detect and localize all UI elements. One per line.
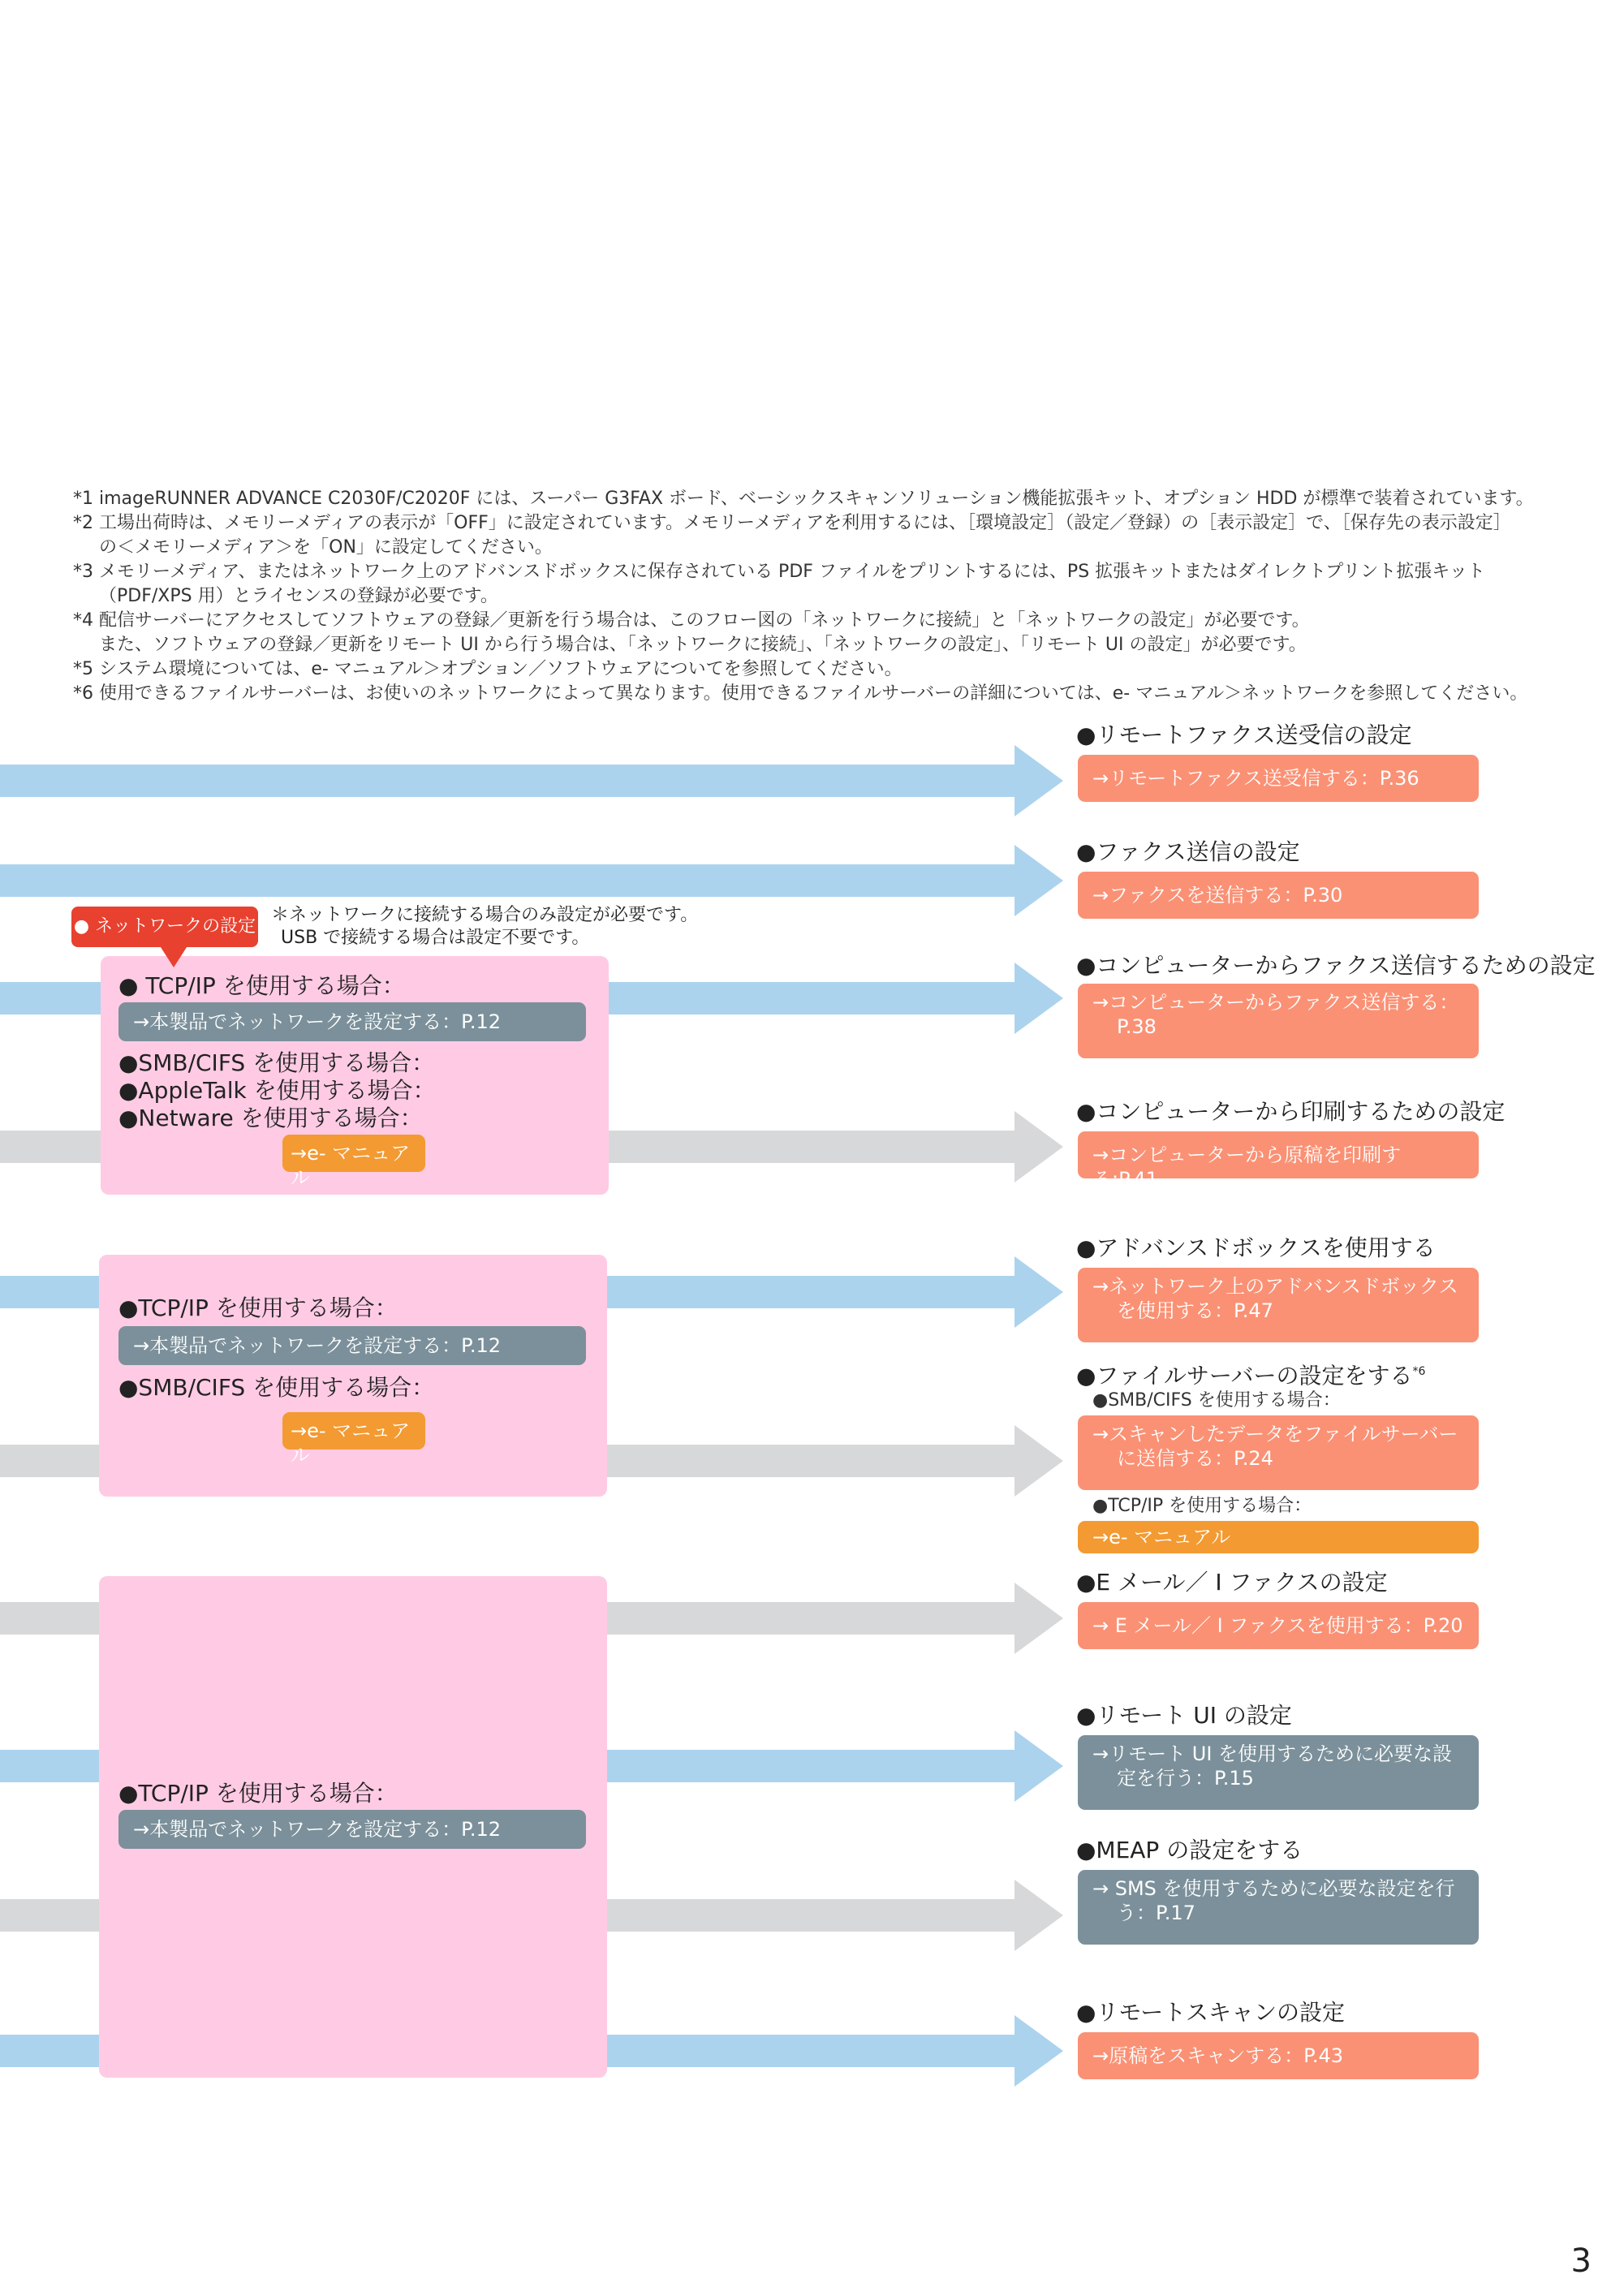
note-2-cont: の＜メモリーメディア＞を「ON」に設定してください。 (99, 537, 553, 558)
pc-print-heading: ●コンピューターから印刷するための設定 (1076, 1098, 1506, 1125)
meap-heading: ●MEAP の設定をする (1076, 1837, 1303, 1863)
fileserver-link[interactable] (1078, 1415, 1479, 1490)
box1-tcp-heading: ● TCP/IP を使用する場合： (118, 972, 405, 999)
meap-link[interactable] (1078, 1870, 1479, 1945)
box1-netware-heading: ●Netware を使用する場合： (118, 1105, 423, 1131)
pc-fax-link-line-2: P.38 (1117, 1015, 1157, 1038)
advbox-link-line-1: →ネットワーク上のアドバンスドボックス (1092, 1275, 1458, 1298)
fileserver-smb-subhead: ●SMB/CIFS を使用する場合： (1092, 1390, 1341, 1411)
note-4-cont: また、ソフトウェアの登録／更新をリモート UI から行う場合は、「ネットワークに接続」、「ネットワークの設定」、「リモート UI の設定」が必要です。 (99, 635, 1307, 655)
remoteui-heading: ●リモート UI の設定 (1076, 1702, 1292, 1729)
box2-emanual-link[interactable]: →e- マニュアル (282, 1412, 425, 1450)
fileserver-footnote-mark: *6 (1412, 1365, 1426, 1378)
page-number: 3 (1570, 2242, 1592, 2280)
advbox-link-line-2: を使用する：P.47 (1117, 1299, 1273, 1322)
fileserver-emanual-link[interactable]: →e- マニュアル (1078, 1521, 1479, 1553)
email-link[interactable]: → E メール／ I ファクスを使用する：P.20 (1078, 1602, 1479, 1649)
network-settings-tag: ● ネットワークの設定 (71, 907, 258, 947)
pc-fax-heading: ●コンピューターからファクス送信するための設定 (1076, 952, 1596, 979)
box1-smb-heading: ●SMB/CIFS を使用する場合： (118, 1049, 435, 1076)
network-settings-tag-pointer (159, 945, 188, 967)
advbox-heading: ●アドバンスドボックスを使用する (1076, 1234, 1436, 1261)
pc-fax-link-line-1: →コンピューターからファクス送信する： (1092, 991, 1459, 1014)
fileserver-tcp-subhead: ●TCP/IP を使用する場合： (1092, 1496, 1312, 1516)
remotescan-heading: ●リモートスキャンの設定 (1076, 1999, 1346, 2026)
box3-tcp-heading: ●TCP/IP を使用する場合： (118, 1780, 398, 1807)
network-settings-note (271, 904, 698, 950)
fileserver-link-line-2: に送信する：P.24 (1117, 1447, 1273, 1470)
note-6: *6 使用できるファイルサーバーは、お使いのネットワークによって異なります。使用できるファイルサーバーの詳細については、e- マニュアル＞ネットワークを参照してください。 (73, 683, 1528, 704)
flow-arrow-remote-fax (0, 745, 1063, 816)
remote-fax-heading: ●リモートファクス送受信の設定 (1076, 722, 1412, 748)
note-1: *1 imageRUNNER ADVANCE C2030F/C2020F には、スーパー G3FAX ボード、ベーシックスキャンソリューション機能拡張キット、オプション HDD が標準で装着されています。 (73, 489, 1534, 509)
remote-fax-link[interactable]: →リモートファクス送受信する：P.36 (1078, 755, 1479, 802)
network-note-line-1: ＊ネットワークに接続する場合のみ設定が必要です。 (271, 905, 699, 925)
note-3: *3 メモリーメディア、またはネットワーク上のアドバンスドボックスに保存されている PDF ファイルをプリントするには、PS 拡張キットまたはダイレクトプリント拡張キット (73, 562, 1485, 582)
fax-send-heading: ●ファクス送信の設定 (1076, 838, 1300, 865)
box1-appletalk-heading: ●AppleTalk を使用する場合： (118, 1077, 436, 1104)
footnotes (73, 487, 1599, 706)
fileserver-link-line-1: →スキャンしたデータをファイルサーバー (1092, 1423, 1458, 1445)
advbox-link[interactable] (1078, 1268, 1479, 1342)
pc-print-link[interactable]: →コンピューターから原稿を印刷する:P.41 (1078, 1131, 1479, 1178)
box2-tcp-link[interactable]: →本製品でネットワークを設定する：P.12 (118, 1326, 586, 1365)
box3-tcp-link[interactable]: →本製品でネットワークを設定する：P.12 (118, 1810, 586, 1849)
note-2: *2 工場出荷時は、メモリーメディアの表示が「OFF」に設定されています。メモリーメディアを利用するには、［環境設定］（設定／登録）の［表示設定］で、［保存先の表示設定］ (73, 513, 1511, 533)
meap-link-line-1: → SMS を使用するために必要な設定を行 (1092, 1877, 1455, 1900)
network-note-line-2: USB で接続する場合は設定不要です。 (281, 928, 590, 948)
meap-link-line-2: う：P.17 (1117, 1902, 1195, 1924)
email-heading: ●E メール／ I ファクスの設定 (1076, 1569, 1388, 1596)
box2-tcp-heading: ●TCP/IP を使用する場合： (118, 1294, 398, 1321)
pc-fax-link[interactable] (1078, 984, 1479, 1058)
remoteui-link-line-2: 定を行う：P.15 (1117, 1767, 1254, 1790)
remotescan-link[interactable]: →原稿をスキャンする：P.43 (1078, 2032, 1479, 2079)
fax-send-link[interactable]: →ファクスを送信する：P.30 (1078, 872, 1479, 919)
remoteui-link-line-1: →リモート UI を使用するために必要な設 (1092, 1742, 1453, 1765)
box2-smb-heading: ●SMB/CIFS を使用する場合： (118, 1374, 435, 1401)
fileserver-heading: ●ファイルサーバーの設定をする$^{*6}$ (1076, 1362, 1426, 1389)
note-4: *4 配信サーバーにアクセスしてソフトウェアの登録／更新を行う場合は、このフロー図の「ネットワークに接続」と「ネットワークの設定」が必要です。 (73, 610, 1310, 631)
remoteui-link[interactable] (1078, 1735, 1479, 1810)
note-3-cont: （PDF/XPS 用）とライセンスの登録が必要です。 (99, 586, 498, 606)
box1-tcp-link[interactable]: →本製品でネットワークを設定する：P.12 (118, 1002, 586, 1041)
box1-emanual-link[interactable]: →e- マニュアル (282, 1135, 425, 1172)
note-5: *5 システム環境については、e- マニュアル＞オプション／ソフトウェアについてを参照してください。 (73, 659, 902, 679)
